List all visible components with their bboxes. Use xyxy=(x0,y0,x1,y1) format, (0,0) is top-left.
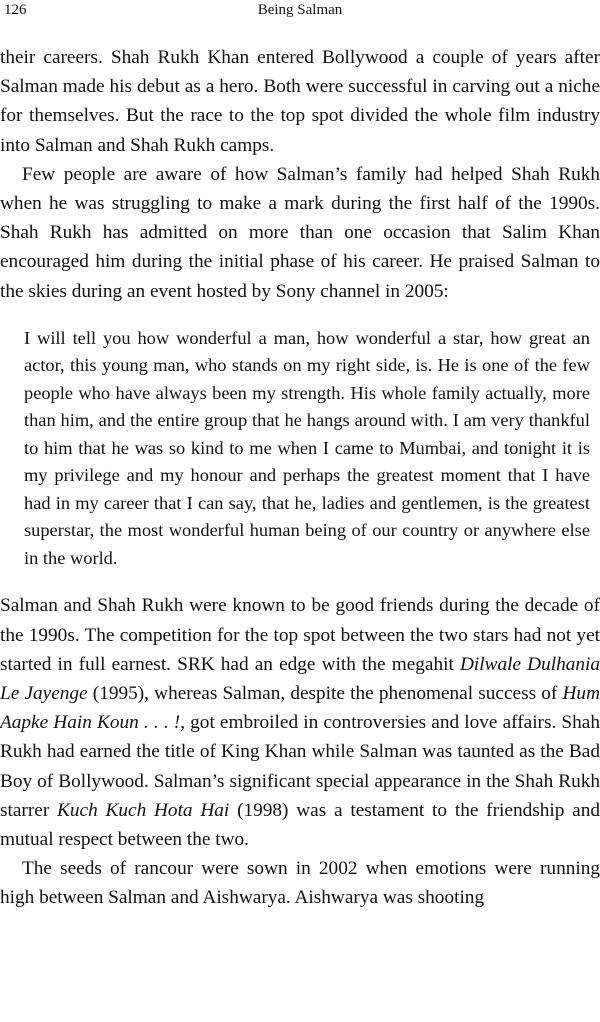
text-run: , got embroiled in controversies and love affairs. Shah Rukh had earned the title of King Khan while Salman was taunted as the Bad Boy of Bollywood. Salman’s significant special appearance in the Shah Rukh starrer xyxy=(0,712,600,821)
text-run: their careers. Shah Rukh Khan entered Bollywood a couple of years after Salman made his debut as a hero. Both were successful in carving out a niche for themselves. But the race to the top spot divided the whole film industry into Salman and Shah Rukh camps. xyxy=(0,47,600,156)
film-title: Kuch Kuch Hota Hai xyxy=(57,799,230,821)
running-header xyxy=(4,2,596,22)
text-run: Few people are aware of how Salman’s family had helped Shah Rukh when he was struggling to make a mark during the first half of the 1990s. Shah Rukh has admitted on more than one occasion that Salim Khan encouraged him during the initial phase of his career. He praised Salman to the skies during an event hosted by Sony channel in 2005: xyxy=(0,163,600,302)
film-title: Hum Aapke Hain Koun . . . ! xyxy=(0,682,600,734)
paragraph xyxy=(0,854,600,912)
text-run: The seeds of rancour were sown in 2002 when emotions were running high between Salman and Aishwarya. Aishwarya was shooting xyxy=(0,858,600,909)
paragraph xyxy=(0,160,600,306)
text-run: (1995), whereas Salman, despite the phenomenal success of xyxy=(87,682,563,704)
paragraph xyxy=(0,43,600,160)
block-quote: I will tell you how wonderful a man, how wonderful a star, how great an actor, this young man, who stands on my right side, is. He is one of the few people who have always been my strength. His whole family actually, more than him, and the entire group that he hangs around with. I am very thankful to him that he was so kind to me when I came to Mumbai, and tonight it is my privilege and my honour and perhaps the greatest moment that I have had in my career that I can say, that he, ladies and gentlemen, is the greatest superstar, the most wonderful human being of our country or anywhere else in the world. xyxy=(24,327,590,568)
text-run: (1998) was a testament to the friendship and mutual respect between the two. xyxy=(0,799,600,850)
film-title: Dilwale Dulhania Le Jayenge xyxy=(0,653,600,704)
page-number: 126 xyxy=(4,2,27,18)
paragraph xyxy=(0,591,600,854)
book-title: Being Salman xyxy=(257,2,343,18)
text-run: Salman and Shah Rukh were known to be good friends during the decade of the 1990s. The competition for the top spot between the two stars had not yet started in full earnest. SRK had an edge with the megahit xyxy=(0,595,600,675)
page-body xyxy=(0,43,600,913)
